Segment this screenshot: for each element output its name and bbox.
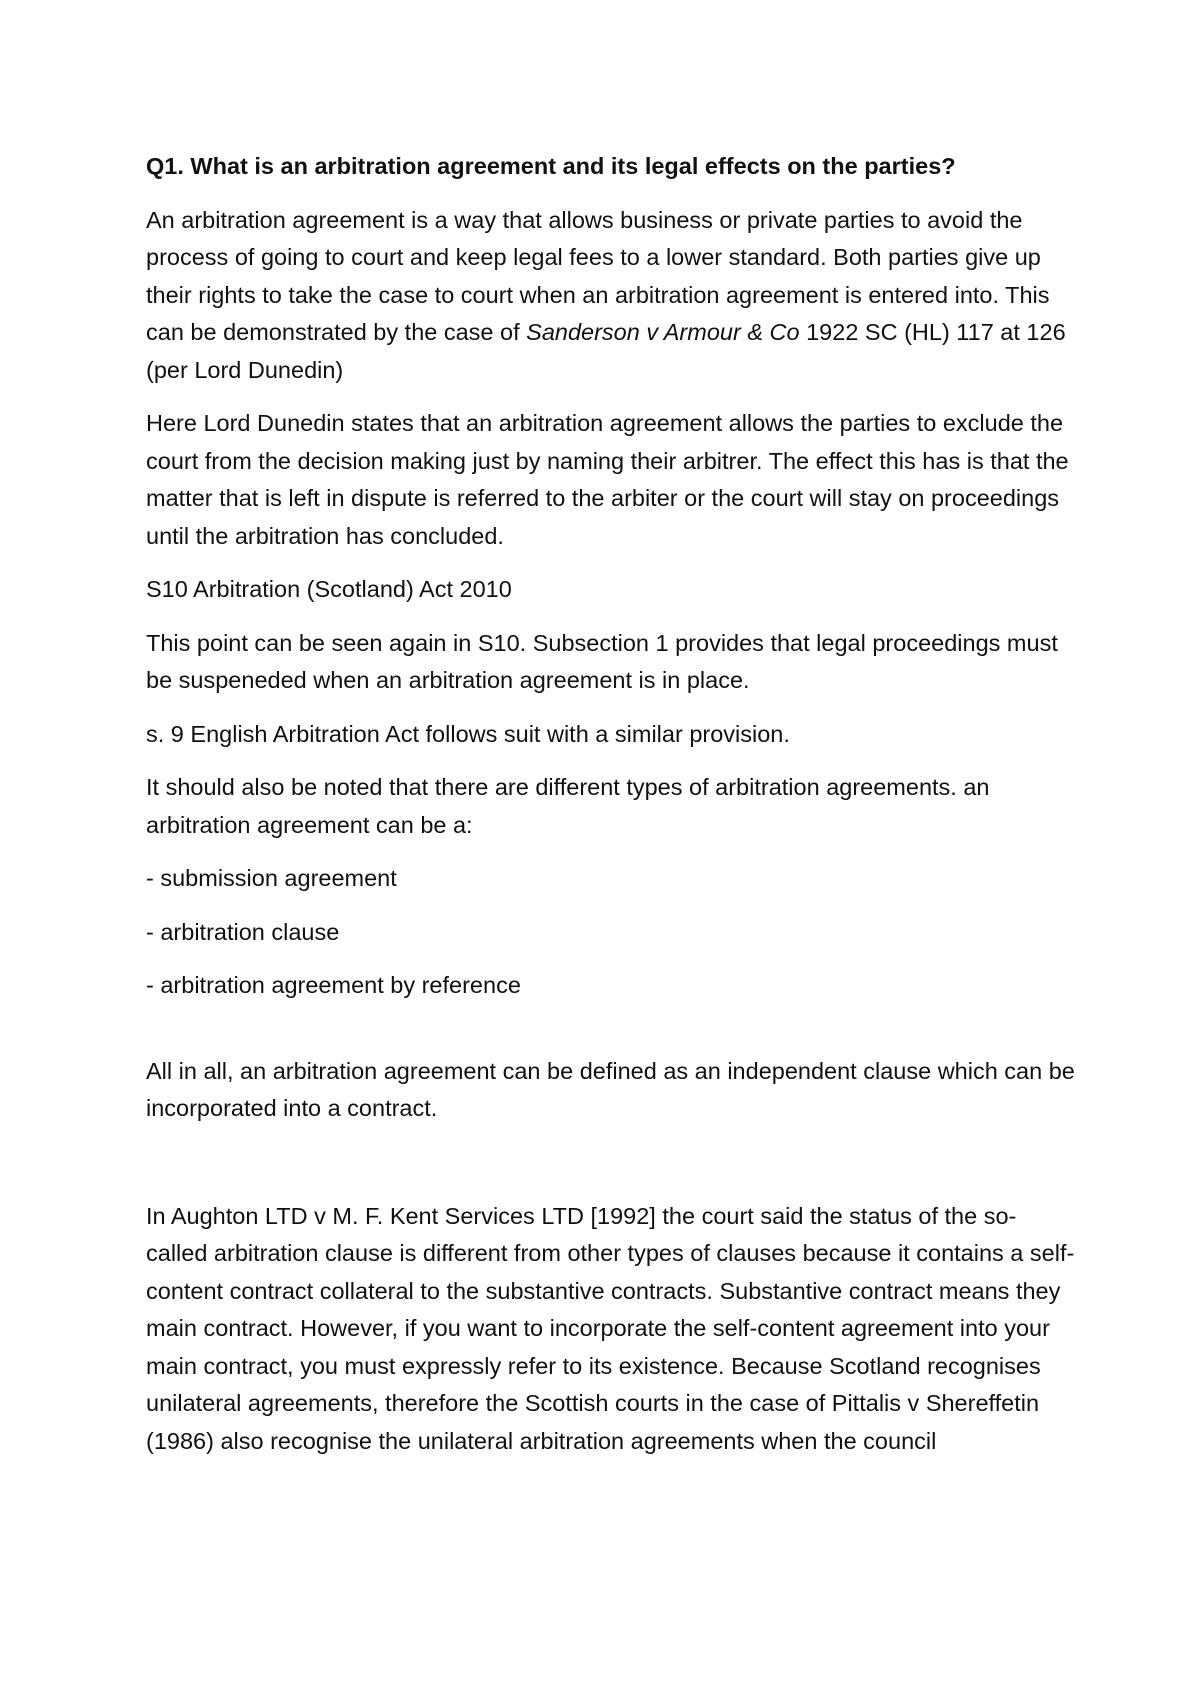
paragraph-s10: This point can be seen again in S10. Subsection 1 provides that legal proceedings must be suspeneded when an arbitration agreement is in place. [146, 629, 1058, 693]
paragraph-s9-english: s. 9 English Arbitration Act follows suit with a similar provision. [146, 720, 790, 747]
question-heading: Q1. What is an arbitration agreement and its legal effects on the parties? [146, 153, 956, 179]
case-citation: 1922 SC (HL) 117 at 126 (per Lord Dunedin) [146, 319, 1066, 383]
paragraph-statute-title: S10 Arbitration (Scotland) Act 2010 [146, 576, 512, 602]
list-item: - arbitration agreement by reference [146, 972, 521, 998]
paragraph-lord-dunedin: Here Lord Dunedin states that an arbitration agreement allows the parties to exclude the court from the decision making just by naming their arbitrer. The effect this has is that the matter that is left in dispute is referred to the arbiter or the court will stay on proceedings until the arbitration has concluded. [146, 410, 1069, 549]
paragraph-aughton-case: In Aughton LTD v M. F. Kent Services LTD [1992] the court said the status of the so-called arbitration clause is different from other types of clauses because it contains a self-content contract collateral to the substantive contracts. Substantive contract means they main contract. However, if you want to incorporate the self-content agreement into your main contract, you must expressly refer to its existence. Because Scotland recognises unilateral agreements, therefore the Scottish courts in the case of Pittalis v Shereffetin (1986) also recognise the unilateral arbitration agreements when the council [146, 1202, 1075, 1454]
list-item: - submission agreement [146, 865, 397, 891]
paragraph-definition [146, 202, 1076, 390]
paragraph-types-intro: It should also be noted that there are different types of arbitration agreements. an arbitration agreement can be a: [146, 774, 990, 838]
document-body [146, 148, 1076, 1476]
case-name-sanderson: Sanderson v Armour & Co [526, 319, 800, 345]
paragraph-definition-text: An arbitration agreement is a way that allows business or private parties to avoid the process of going to court and keep legal fees to a lower standard. Both parties give up their rights to take the case to court when an arbitration agreement is entered into. This can be demonstrated by the case of [146, 206, 1050, 345]
list-item: - arbitration clause [146, 918, 340, 945]
paragraph-conclusion: All in all, an arbitration agreement can be defined as an independent clause which can be incorporated into a contract. [146, 1057, 1075, 1121]
